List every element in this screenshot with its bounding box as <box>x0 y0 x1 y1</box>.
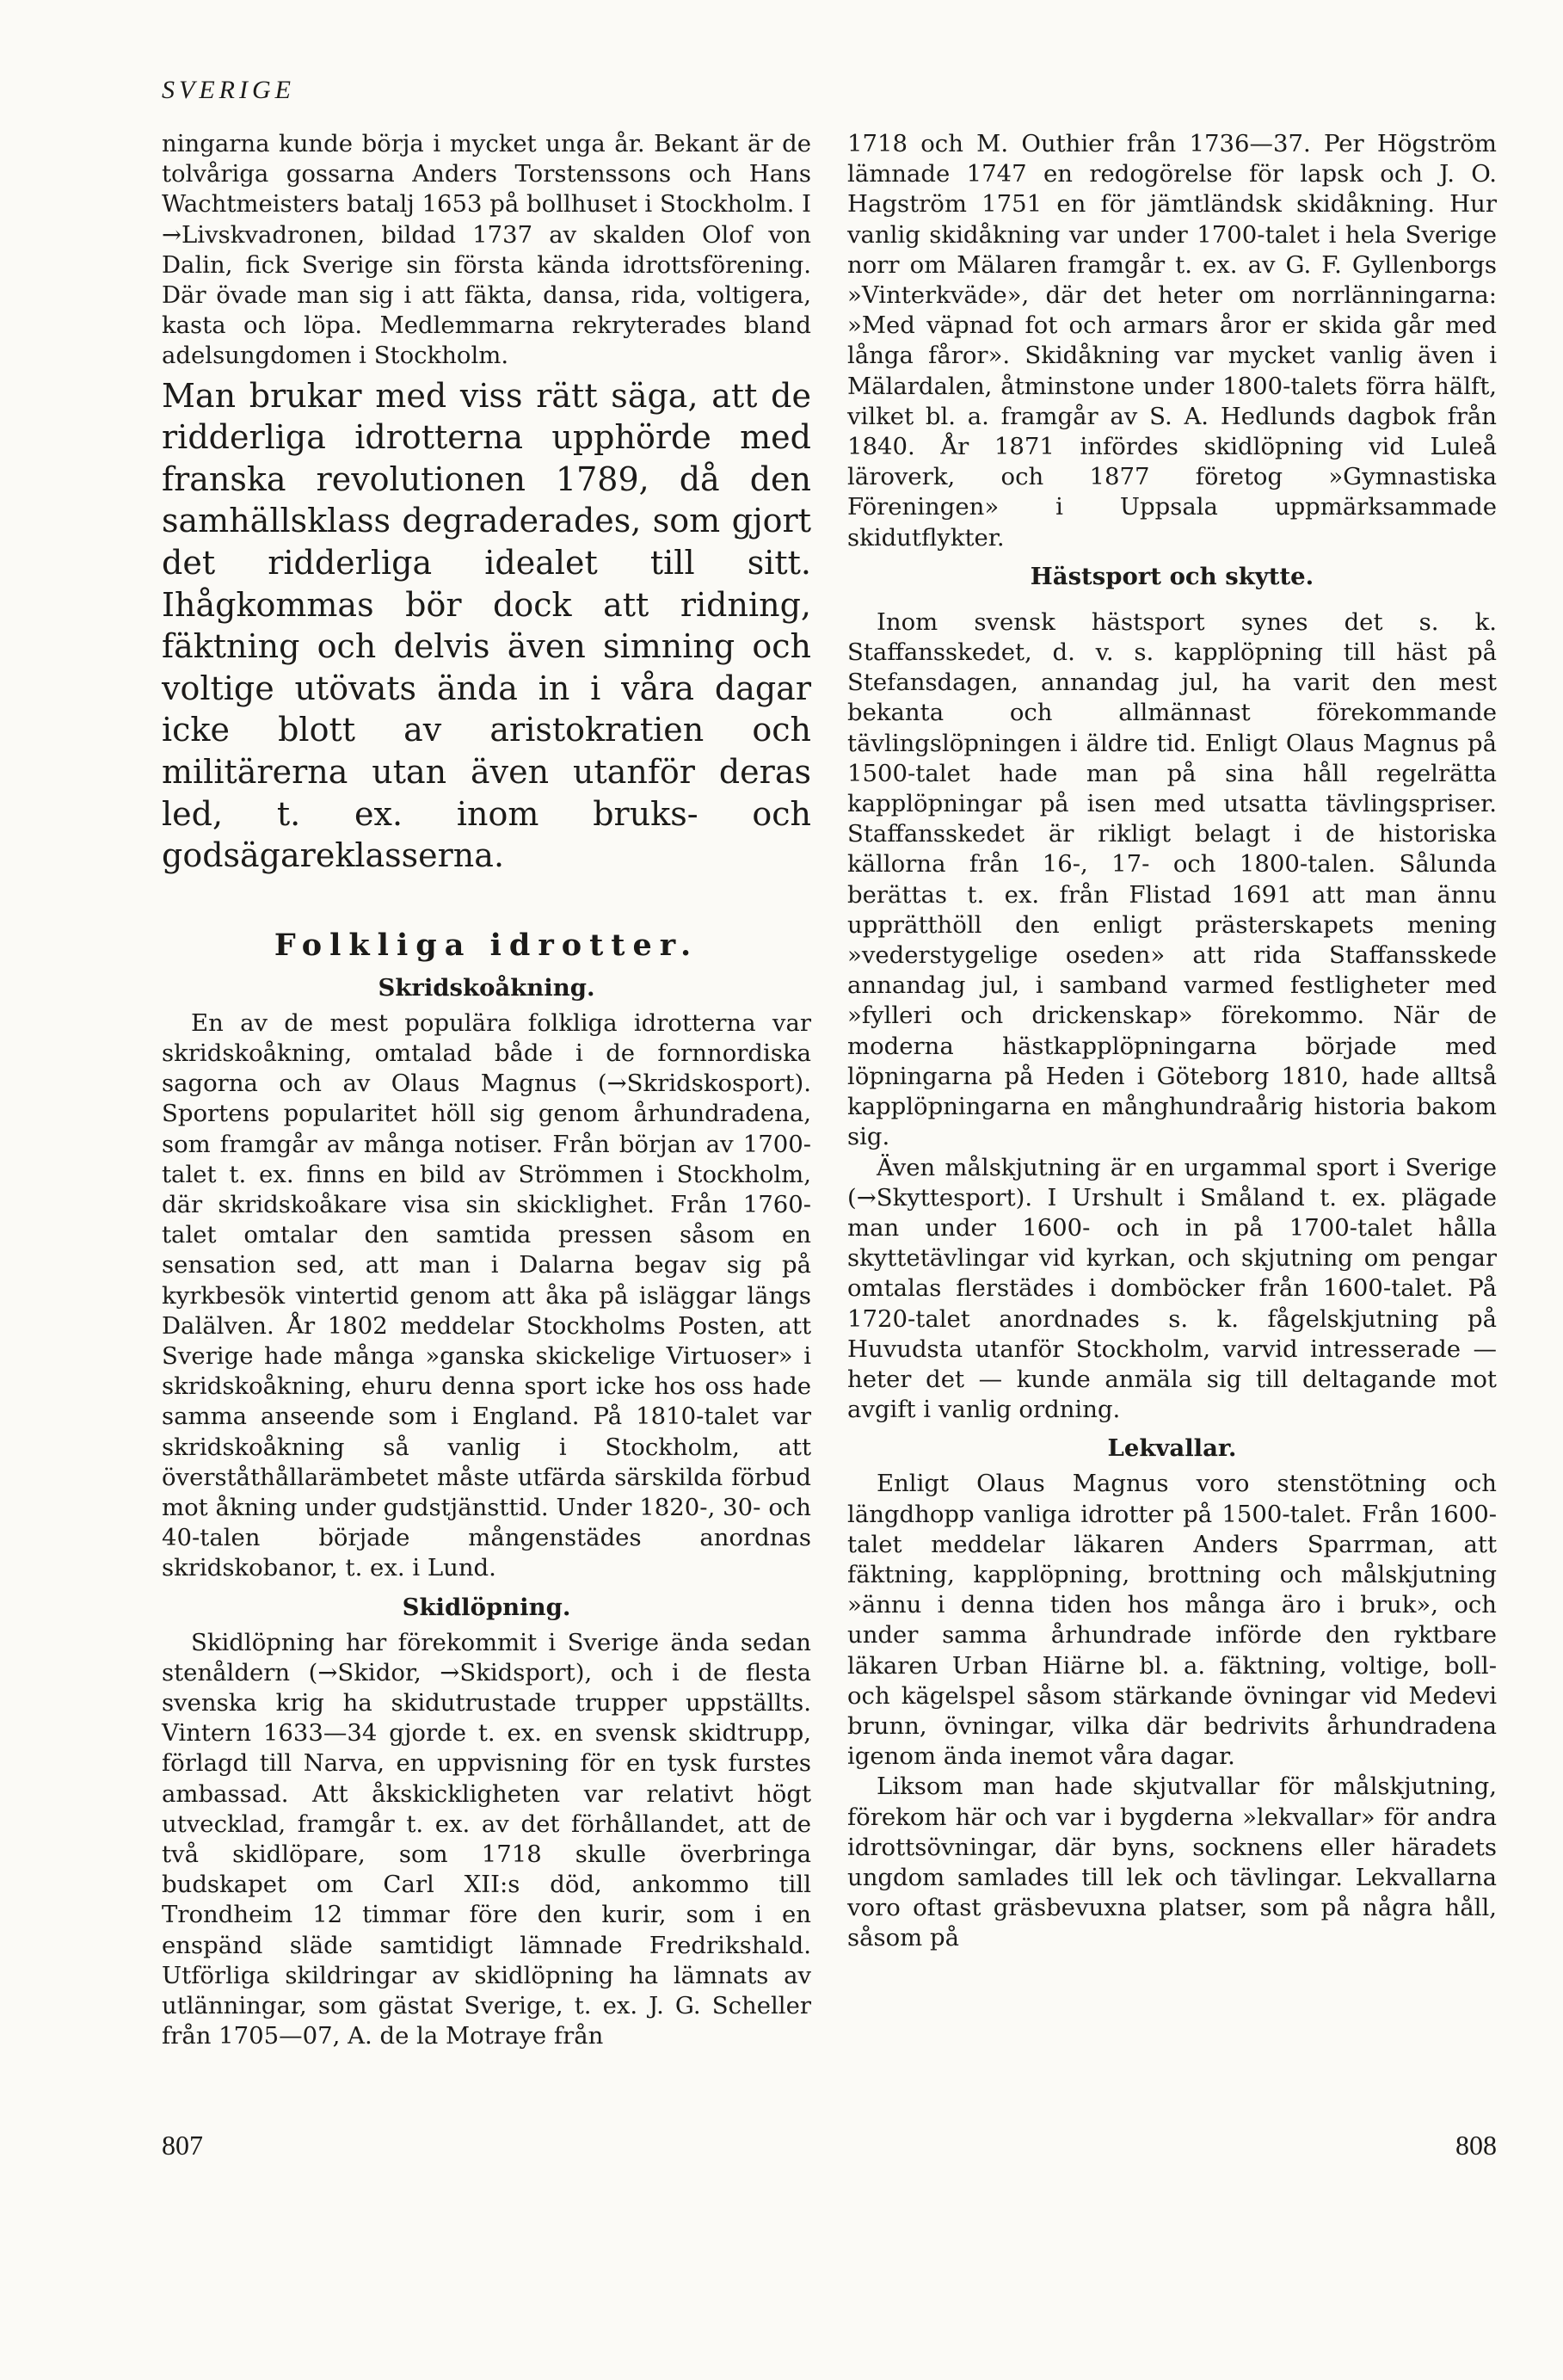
right-column <box>847 129 1497 1954</box>
paragraph: ningarna kunde börja i mycket unga år. Bekant är de tolvåriga gossarna Anders Torstenssons och Hans Wachtmeisters batalj 1653 på bollhuset i Stockholm. I →Livskvadronen, bildad 1737 av skalden Olof von Dalin, fick Sverige sin första kända idrottsförening. Där övade man sig i att fäkta, dansa, rida, voltigera, kasta och löpa. Medlemmarna rekryterades bland adelsungdomen i Stockholm. <box>162 130 811 370</box>
paragraph: 1718 och M. Outhier från 1736—37. Per Högström lämnade 1747 en redogörelse för lapsk och J. O. Hagström 1751 en för jämtländsk skidåkning. Hur vanlig skidåkning var under 1700-talet i hela Sverige norr om Mälaren framgår t. ex. av G. F. Gyllenborgs »Vinterkväde», där det heter om norrlänningarna: »Med väpnad fot och armars åror er skida går med långa fåror». Skidåkning var mycket vanlig även i Mälardalen, åtminstone under 1800-talets förra hälft, vilket bl. a. framgår av S. A. Hedlunds dagbok från 1840. År 1871 infördes skidlöpning vid Luleå läroverk, och 1877 företog »Gymnastiska Föreningen» i Uppsala uppmärksammade skidutflykter. <box>847 130 1497 552</box>
section-title: Folkliga idrotter. <box>274 927 699 963</box>
paragraph: Även målskjutning är en urgammal sport i Sverige (→Skyttesport). I Urshult i Småland t. ex. plägade man under 1600- och in på 1700-talet hålla skyttetävlingar vid kyrkan, och skjutning om pengar omtalas flerstädes i domböcker från 1600-talet. På 1720-talet anordnades s. k. fågelskjutning på Huvudsta utanför Stockholm, varvid intresserade — heter det — kunde anmäla sig till deltagande mot avgift i vanlig ordning. <box>847 1153 1497 1424</box>
paragraph: Skidlöpning har förekommit i Sverige ända sedan stenåldern (→Skidor, →Skidsport), och i de flesta svenska krig ha skidutrustade trupper uppställts. Vintern 1633—34 gjorde t. ex. en svensk skidtrupp, förlagd till Narva, en uppvisning för en tysk furstes ambassad. Att åkskickligheten var relativt högt utvecklad, framgår t. ex. av det förhållandet, att de två skidlöpare, som 1718 skulle överbringa budskapet om Carl XII:s död, ankommo till Trondheim 12 timmar före den kurir, som i en enspänd släde samtidigt lämnade Fredrikshald. Utförliga skildringar av skidlöpning ha lämnats av utlänningar, som gästat Sverige, t. ex. J. G. Scheller från 1705—07, A. de la Motraye från <box>162 1628 811 2050</box>
paragraph: Liksom man hade skjutvallar för målskjutning, förekom här och var i bygderna »lekvallar» för andra idrottsövningar, där byns, socknens eller häradets ungdom samlades till lek och tävlingar. Lekvallarna voro oftast gräsbevuxna platser, som på några håll, såsom på <box>847 1773 1497 1952</box>
subheading: Lekvallar. <box>1107 1434 1237 1463</box>
page-number-left: 807 <box>162 2130 203 2161</box>
running-header: SVERIGE <box>162 76 295 104</box>
paragraph-large: Man brukar med viss rätt säga, att de ridderliga idrotterna upphörde med franska revolutionen 1789, då den samhällsklass degraderades, som gjort det ridderliga idealet till sitt. Ihågkommas bör dock att ridning, fäktning och delvis även simning och voltige utövats ända in i våra dagar icke blott av aristokratien och militärerna utan även utanför deras led, t. ex. inom bruks- och godsägareklasserna. <box>162 376 811 875</box>
paragraph: Enligt Olaus Magnus voro stenstötning och längdhopp vanliga idrotter på 1500-talet. Från 1600-talet meddelar läkaren Anders Sparrman, att fäktning, kapplöpning, brottning och målskjutning »ännu i denna tiden hos många äro i bruk», och under samma århundrade införde den ryktbare läkaren Urban Hiärne bl. a. fäktning, voltige, boll- och kägelspel såsom stärkande övningar vid Medevi brunn, övningar, vilka där bedrivits århundradena igenom ända inemot våra dagar. <box>847 1470 1497 1771</box>
subheading: Skridskoåkning. <box>378 973 595 1002</box>
paragraph: Inom svensk hästsport synes det s. k. Staffansskedet, d. v. s. kapplöpning till häst på Stefansdagen, annandag jul, ha varit den mest bekanta och allmännast förekommande tävlingslöpningen i äldre tid. Enligt Olaus Magnus på 1500-talet hade man på sina håll regelrätta kapplöpningar på isen med utsatta tävlingspriser. Staffansskedet är rikligt belagt i de historiska källorna från 16-, 17- och 1800-talen. Sålunda berättas t. ex. från Flistad 1691 att man ännu upprätthöll den enligt prästerskapets mening »vederstygelige oseden» att rida Staffansskede annandag jul, i samband varmed festligheter med »fylleri och drickenskap» förekommo. När de moderna hästkapplöpningarna började med löpningarna på Heden i Göteborg 1810, hade alltså kapplöpningarna en månghundraårig historia bakom sig. <box>847 607 1497 1151</box>
subheading: Skidlöpning. <box>402 1593 571 1621</box>
left-column <box>162 129 811 2051</box>
paragraph: En av de mest populära folkliga idrotterna var skridskoåkning, omtalad både i de fornnordiska sagorna och av Olaus Magnus (→Skridskosport). Sportens popularitet höll sig genom århundradena, som framgår av många notiser. Från början av 1700-talet t. ex. finns en bild av Strömmen i Stockholm, där skridskoåkare visa sin skicklighet. Från 1760-talet omtalar den samtida pressen såsom en sensation sed, att man i Dalarna begav sig på kyrkbesök vintertid genom att åka på isläggar längs Dalälven. År 1802 meddelar Stockholms Posten, att Sverige hade många »ganska skickelige Virtuoser» i skridskoåkning, ehuru denna sport icke hos oss hade samma anseende som i England. På 1810-talet var skridskoåkning så vanlig i Stockholm, att överståthållarämbetet måste utfärda särskilda förbud mot åkning under gudstjänsttid. Under 1820-, 30- och 40-talen började mångenstädes anordnas skridskobanor, t. ex. i Lund. <box>162 1008 811 1582</box>
subheading: Hästsport och skytte. <box>1030 562 1314 590</box>
page-number-right: 808 <box>1455 2130 1497 2161</box>
